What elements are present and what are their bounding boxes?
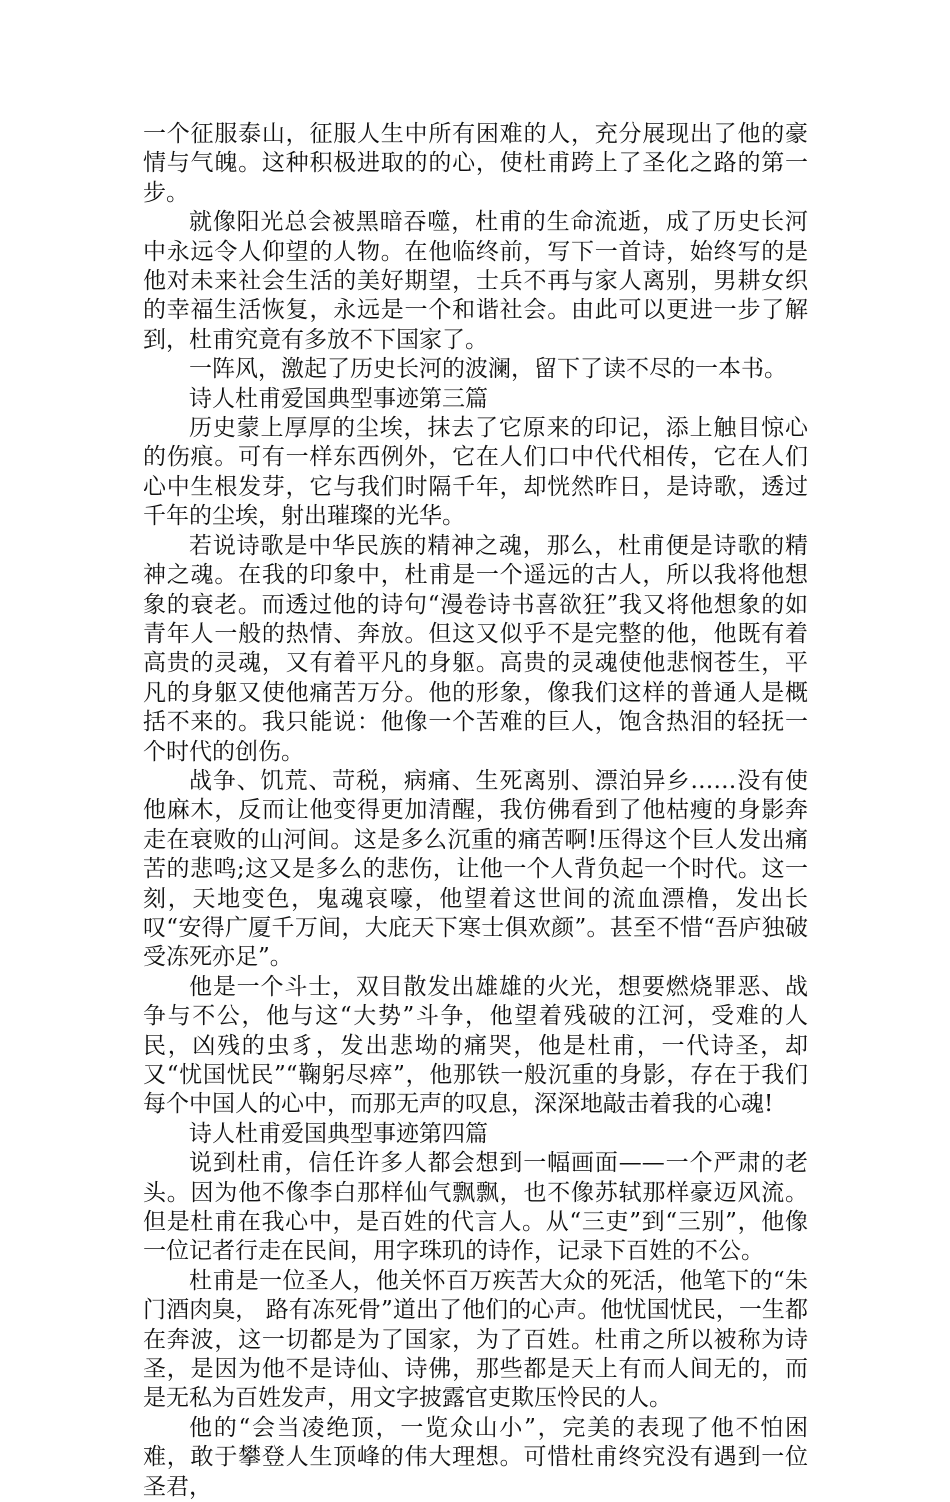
paragraph: 杜甫是一位圣人，他关怀百万疾苦大众的死活，他笔下的“朱门酒肉臭， 路有冻死骨”道出了他们的心声。他忧国忧民，一生都在奔波，这一切都是为了国家，为了百姓。杜甫之所以被称为诗圣，是因为他不是诗仙、诗佛，那些都是天上有而人间无的，而是无私为百姓发声，用文字披露官吏欺压怜民的人。	[143, 1267, 808, 1412]
paragraph-continuation: 一个征服泰山，征服人生中所有困难的人，充分展现出了他的豪情与气魄。这种积极进取的的心，使杜甫跨上了圣化之路的第一步。	[143, 121, 808, 206]
paragraph: 他的“会当凌绝顶，一览众山小”，完美的表现了他不怕困难，敢于攀登人生顶峰的伟大理想。可惜杜甫终究没有遇到一位圣君，	[143, 1414, 808, 1500]
paragraph: 说到杜甫，信任许多人都会想到一幅画面——一个严肃的老头。因为他不像李白那样仙气飘飘，也不像苏轼那样豪迈风流。但是杜甫在我心中，是百姓的代言人。从“三吏”到“三别”，他像一位记者行走在民间，用字珠玑的诗作，记录下百姓的不公。	[143, 1150, 808, 1265]
document-body	[143, 120, 808, 1502]
paragraph: 就像阳光总会被黑暗吞噬，杜甫的生命流逝，成了历史长河中永远令人仰望的人物。在他临终前，写下一首诗，始终写的是他对未来社会生活的美好期望，士兵不再与家人离别，男耕女织的幸福生活恢复，永远是一个和谐社会。由此可以更进一步了解到，杜甫究竟有多放不下国家了。	[143, 209, 808, 353]
paragraph: 一阵风，激起了历史长河的波澜，留下了读不尽的一本书。	[189, 356, 787, 383]
paragraph: 他是一个斗士，双目散发出雄雄的火光，想要燃烧罪恶、战争与不公，他与这“大势”斗争，他望着残破的江河，受难的人民，凶残的虫豸，发出悲坳的痛哭，他是杜甫，一代诗圣，却又“忧国忧民”“鞠躬尽瘁”，他那铁一般沉重的身影，存在于我们每个中国人的心中，而那无声的叹息，深深地敲击着我的心魂!	[143, 973, 808, 1118]
section-heading: 诗人杜甫爱国典型事迹第三篇	[189, 385, 488, 412]
section-heading: 诗人杜甫爱国典型事迹第四篇	[189, 1120, 488, 1147]
paragraph: 历史蒙上厚厚的尘埃，抹去了它原来的印记，添上触目惊心的伤痕。可有一样东西例外，它在人们口中代代相传，它在人们心中生根发芽，它与我们时隔千年，却恍然昨日，是诗歌，透过千年的尘埃，射出璀璨的光华。	[143, 415, 808, 530]
paragraph: 若说诗歌是中华民族的精神之魂，那么，杜甫便是诗歌的精神之魂。在我的印象中，杜甫是一个遥远的古人，所以我将他想象的衰老。而透过他的诗句“漫卷诗书喜欲狂”我又将他想象的如青年人一般的热情、奔放。但这又似乎不是完整的他，他既有着高贵的灵魂，又有着平凡的身躯。高贵的灵魂使他悲悯苍生，平凡的身躯又使他痛苦万分。他的形象，像我们这样的普通人是概括不来的。我只能说：他像一个苦难的巨人，饱含热泪的轻抚一个时代的创伤。	[143, 532, 808, 765]
paragraph: 战争、饥荒、苛税，病痛、生死离别、漂泊异乡……没有使他麻木，反而让他变得更加清醒，我仿佛看到了他枯瘦的身影奔走在衰败的山河间。这是多么沉重的痛苦啊!压得这个巨人发出痛苦的悲鸣;这又是多么的悲伤，让他一个人背负起一个时代。这一刻，天地变色，鬼魂哀嚎，他望着这世间的流血漂橹，发出长叹“安得广厦千万间，大庇天下寒士俱欢颜”。甚至不惜“吾庐独破受冻死亦足”。	[143, 767, 808, 971]
